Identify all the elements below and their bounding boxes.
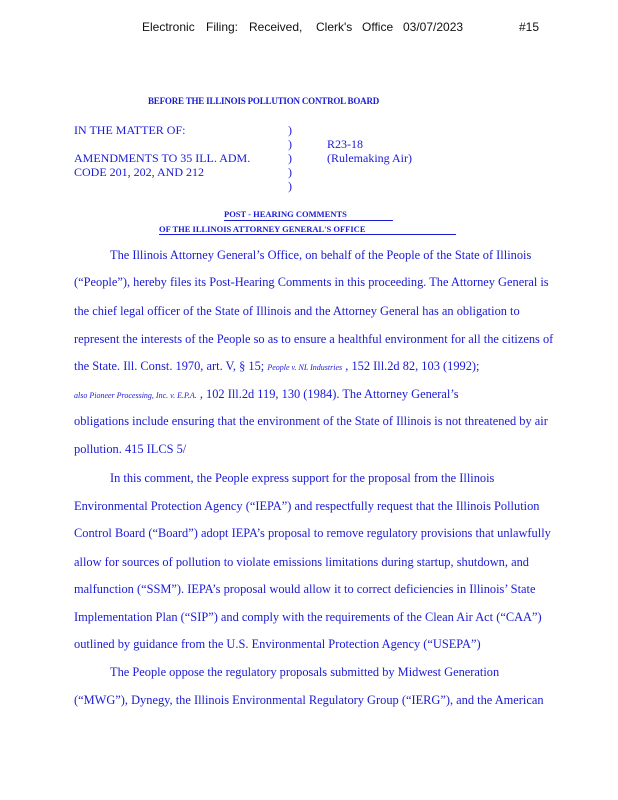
court-heading: BEFORE THE ILLINOIS POLLUTION CONTROL BOARD bbox=[148, 96, 380, 106]
body-line-10: Environmental Protection Agency (“IEPA”) and respectfully request that the Illinois Pollution bbox=[74, 499, 540, 513]
header-electronic: Electronic bbox=[142, 20, 195, 34]
body-line-13: malfunction (“SSM”). IEPA’s proposal would allow it to correct deficiencies in Illinois’ State bbox=[74, 582, 536, 596]
caption-paren-3: ) bbox=[288, 151, 292, 165]
body-line-15: outlined by guidance from the U.S. Environmental Protection Agency (“USEPA”) bbox=[74, 637, 481, 651]
docket-number: R23-18 bbox=[327, 137, 363, 151]
case-citation-nl-industries: People v. NL Industries bbox=[267, 363, 343, 372]
body-line-6 bbox=[74, 387, 459, 402]
body-line-5-text: the State. Ill. Const. 1970, art. V, § 15; bbox=[74, 359, 265, 373]
body-line-5 bbox=[74, 359, 479, 374]
body-line-2: (“People”), hereby files its Post-Hearing Comments in this proceeding. The Attorney General is bbox=[74, 275, 549, 289]
caption-amend-line1: AMENDMENTS TO 35 ILL. ADM. bbox=[74, 151, 251, 165]
caption-amend-line2: CODE 201, 202, AND 212 bbox=[74, 165, 205, 179]
body-line-7: obligations include ensuring that the environment of the State of Illinois is not threatened by air bbox=[74, 414, 548, 428]
body-line-8: pollution. 415 ILCS 5/ bbox=[74, 442, 187, 456]
title-line-1: POST - HEARING COMMENTS bbox=[224, 209, 347, 219]
caption-paren-2: ) bbox=[288, 137, 292, 151]
title-underline-2 bbox=[159, 234, 456, 235]
header-page-number: #15 bbox=[519, 20, 540, 34]
title-underline-1 bbox=[224, 220, 393, 221]
case-citation-pioneer: also Pioneer Processing, Inc. v. E.P.A. bbox=[74, 391, 197, 400]
body-line-12: allow for sources of pollution to violate emissions limitations during startup, shutdown, and bbox=[74, 555, 529, 569]
body-line-6-text: , 102 Ill.2d 119, 130 (1984). The Attorney General’s bbox=[199, 387, 459, 401]
header-office: Office bbox=[362, 20, 394, 34]
caption-paren-4: ) bbox=[288, 165, 292, 179]
header-clerks: Clerk's bbox=[316, 20, 353, 34]
header-filing: Filing: bbox=[206, 20, 239, 34]
caption-matter: IN THE MATTER OF: bbox=[74, 123, 186, 137]
body-line-11: Control Board (“Board”) adopt IEPA’s proposal to remove regulatory provisions that unlawfully bbox=[74, 526, 551, 540]
body-line-3: the chief legal officer of the State of Illinois and the Attorney General has an obligation to bbox=[74, 304, 520, 318]
body-line-17: (“MWG”), Dynegy, the Illinois Environmental Regulatory Group (“IERG”), and the American bbox=[74, 693, 544, 707]
body-line-4: represent the interests of the People so as to ensure a healthful environment for all the citizens of bbox=[74, 332, 554, 346]
caption-paren-5: ) bbox=[288, 179, 292, 193]
header-received: Received, bbox=[249, 20, 303, 34]
caption-paren-1: ) bbox=[288, 123, 292, 137]
body-line-1: The Illinois Attorney General’s Office, on behalf of the People of the State of Illinois bbox=[110, 248, 532, 262]
title-line-2: OF THE ILLINOIS ATTORNEY GENERAL'S OFFICE bbox=[159, 224, 366, 234]
body-line-14: Implementation Plan (“SIP”) and comply with the requirements of the Clean Air Act (“CAA”) bbox=[74, 610, 542, 624]
body-line-5-reporter: , 152 Ill.2d 82, 103 (1992); bbox=[345, 359, 480, 373]
header-date: 03/07/2023 bbox=[403, 20, 464, 34]
body-line-9: In this comment, the People express support for the proposal from the Illinois bbox=[110, 471, 495, 485]
body-line-16: The People oppose the regulatory proposals submitted by Midwest Generation bbox=[110, 665, 500, 679]
rulemaking-type: (Rulemaking Air) bbox=[327, 151, 412, 165]
